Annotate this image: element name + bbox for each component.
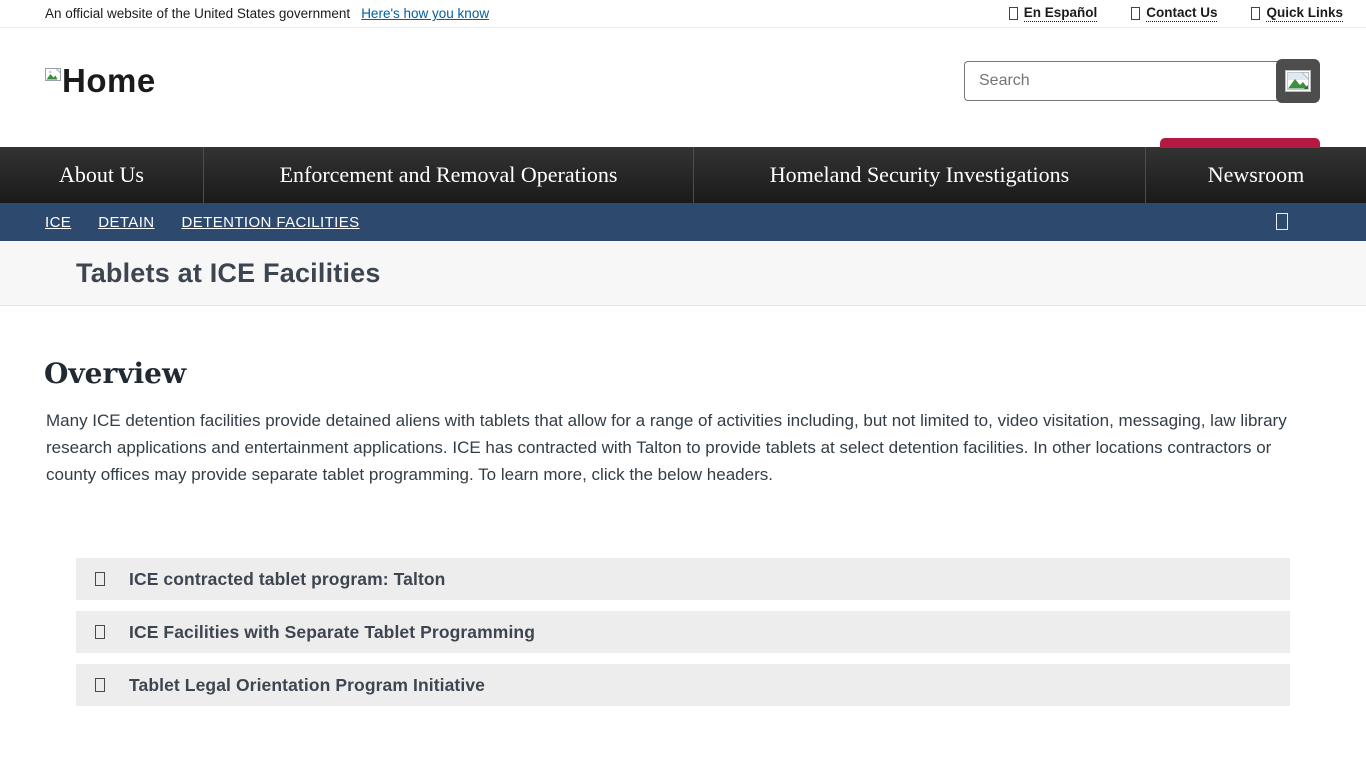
quick-links-link[interactable]: Quick Links <box>1251 5 1343 22</box>
site-header <box>0 28 1366 147</box>
broken-image-icon <box>1285 70 1311 92</box>
page-title-band <box>0 241 1366 306</box>
link-icon <box>1251 7 1260 20</box>
nav-item-about-us[interactable]: About Us <box>0 147 204 203</box>
main-content <box>0 306 1366 706</box>
search-widget <box>964 59 1320 103</box>
official-website-text: An official website of the United States government <box>45 6 351 21</box>
plus-icon <box>95 572 105 586</box>
plus-icon <box>95 678 105 692</box>
gov-banner <box>0 0 1366 28</box>
breadcrumb-detention-facilities[interactable]: DETENTION FACILITIES <box>181 213 360 231</box>
newsroom-active-tab-indicator <box>1160 138 1320 148</box>
overview-paragraph: Many ICE detention facilities provide detained aliens with tablets that allow for a range of activities including, but not limited to, video visitation, messaging, law library research applications and entertainment applications. ICE has contracted with Talton to provide tablets at select detention facilities. In other locations contractors or county offices may provide separate tablet programming. To learn more, click the below headers. <box>46 411 1287 484</box>
breadcrumb-detain[interactable]: DETAIN <box>98 213 155 231</box>
globe-icon <box>1009 7 1018 20</box>
home-logo-link[interactable] <box>45 64 156 97</box>
phone-icon <box>1131 7 1140 20</box>
accordion-list <box>76 558 1290 706</box>
broken-image-icon <box>45 68 62 82</box>
nav-item-newsroom[interactable]: Newsroom <box>1207 162 1305 187</box>
page-title: Tablets at ICE Facilities <box>76 257 381 288</box>
heres-how-you-know-link[interactable]: Here's how you know <box>361 6 490 21</box>
en-espanol-link[interactable]: En Español <box>1009 5 1098 22</box>
nav-item-homeland-security-investigations[interactable]: Homeland Security Investigations <box>694 147 1146 203</box>
accordion-separate-tablet-programming[interactable]: ICE Facilities with Separate Tablet Programming <box>76 611 1290 653</box>
plus-icon <box>95 625 105 639</box>
share-icon[interactable] <box>1276 213 1288 230</box>
breadcrumb-ice[interactable]: ICE <box>45 213 72 231</box>
search-input[interactable] <box>964 61 1278 101</box>
home-logo-alt-text: Home <box>62 62 156 99</box>
accordion-talton-program[interactable]: ICE contracted tablet program: Talton <box>76 558 1290 600</box>
nav-item-enforcement-removal-operations[interactable]: Enforcement and Removal Operations <box>204 147 694 203</box>
search-button[interactable] <box>1276 59 1320 103</box>
breadcrumb <box>0 203 1366 241</box>
contact-us-link[interactable]: Contact Us <box>1131 5 1217 22</box>
accordion-legal-orientation-program[interactable]: Tablet Legal Orientation Program Initiative <box>76 664 1290 706</box>
primary-navigation <box>0 147 1366 203</box>
overview-heading: Overview <box>44 357 187 390</box>
